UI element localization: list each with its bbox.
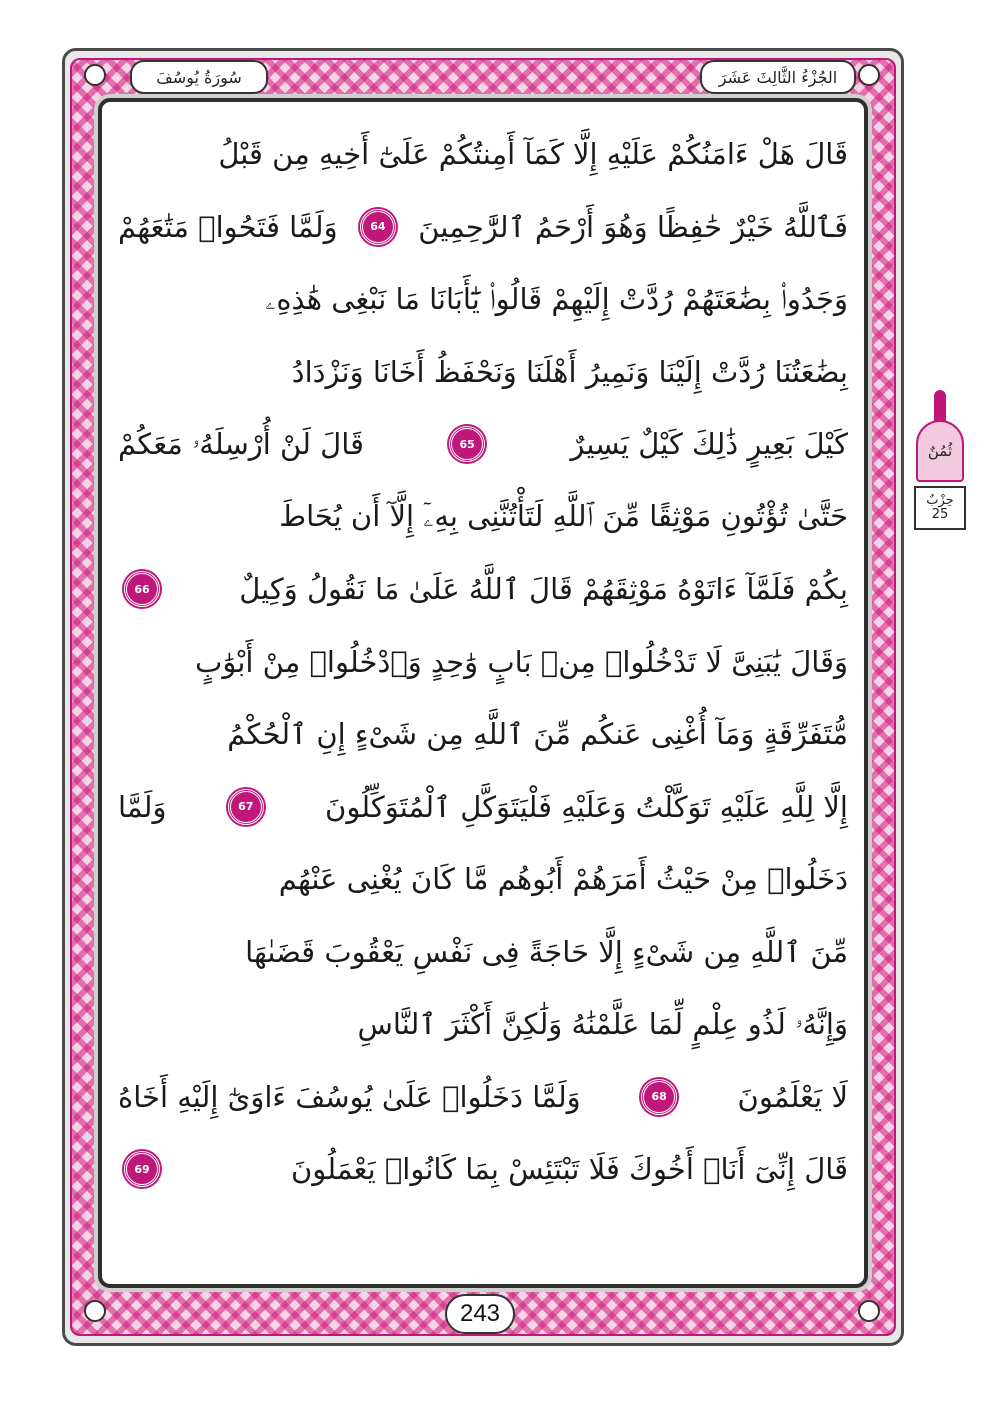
ayah-number-marker: 66 <box>124 571 160 607</box>
text-line <box>118 263 848 336</box>
verse-text: بِضَٰعَتُنَا رُدَّتْ إِلَيْنَا وَنَمِيرُ أَهْلَنَا وَنَحْفَظُ أَخَانَا وَنَزْدَادُ <box>291 354 848 389</box>
text-line <box>118 771 848 844</box>
verse-text: وَإِنَّهُۥ لَذُو عِلْمٍ لِّمَا عَلَّمْنَٰهُ وَلَٰكِنَّ أَكْثَرَ ٱلنَّاسِ <box>357 1006 848 1041</box>
quran-text <box>118 118 848 1268</box>
corner-ornament-icon <box>84 1300 106 1322</box>
verse-text: وَجَدُوا۟ بِضَٰعَتَهُمْ رُدَّتْ إِلَيْهِمْ قَالُوا۟ يَٰٓأَبَانَا مَا نَبْغِى هَٰذِهِۦ <box>265 281 848 316</box>
thumun-label: ثُمُنٌ <box>927 442 953 460</box>
text-line <box>118 988 848 1061</box>
ayah-number-marker: 65 <box>449 426 485 462</box>
verse-text: كَيْلَ بَعِيرٍ ذَٰلِكَ كَيْلٌ يَسِيرٌ <box>570 427 848 462</box>
hizb-marker <box>912 390 968 540</box>
corner-ornament-icon <box>858 1300 880 1322</box>
verse-text-continued: قَالَ لَنْ أُرْسِلَهُۥ مَعَكُمْ <box>118 426 364 461</box>
verse-text-continued: وَلَمَّا دَخَلُوا۟ عَلَىٰ يُوسُفَ ءَاوَىٰٓ إِلَيْهِ أَخَاهُ <box>118 1079 581 1114</box>
verse-text: بِكُمْ فَلَمَّآ ءَاتَوْهُ مَوْثِقَهُمْ قَالَ ٱللَّهُ عَلَىٰ مَا نَقُولُ وَكِيلٌ <box>239 572 848 607</box>
ayah-number-marker: 64 <box>360 209 396 245</box>
verse-text: مُّتَفَرِّقَةٍ وَمَآ أُغْنِى عَنكُم مِّنَ ٱللَّهِ مِن شَىْءٍ إِنِ ٱلْحُكْمُ <box>227 717 848 752</box>
text-line <box>118 916 848 989</box>
text-line <box>118 118 848 191</box>
verse-text: دَخَلُوا۟ مِنْ حَيْثُ أَمَرَهُمْ أَبُوهُم مَّا كَانَ يُغْنِى عَنْهُم <box>278 862 848 897</box>
corner-ornament-icon <box>858 64 880 86</box>
text-line <box>118 1133 848 1206</box>
spire-icon <box>934 390 946 422</box>
verse-text-continued: وَلَمَّا فَتَحُوا۟ مَتَٰعَهُمْ <box>118 209 338 244</box>
hizb-number: 25 <box>931 507 949 522</box>
verse-text: لَا يَعْلَمُونَ <box>737 1079 848 1114</box>
page-number: 243 <box>445 1294 515 1334</box>
verse-text: إِلَّا لِلَّهِ عَلَيْهِ تَوَكَّلْتُ وَعَلَيْهِ فَلْيَتَوَكَّلِ ٱلْمُتَوَكِّلُونَ <box>325 789 848 824</box>
text-line <box>118 336 848 409</box>
thumun-badge <box>916 420 964 482</box>
hizb-box <box>914 486 966 530</box>
juz-title: الجُزْءُ الثَّالِثَ عَشَرَ <box>718 67 838 87</box>
verse-text: قَالَ هَلْ ءَامَنُكُمْ عَلَيْهِ إِلَّا كَمَآ أَمِنتُكُمْ عَلَىٰٓ أَخِيهِ مِن قَبْلُ <box>218 137 848 172</box>
text-line <box>118 698 848 771</box>
verse-text-continued: وَلَمَّا <box>118 789 167 824</box>
text-line <box>118 553 848 626</box>
text-line <box>118 843 848 916</box>
verse-text: فَٱللَّهُ خَيْرٌ حَٰفِظًا وَهُوَ أَرْحَمُ ٱلرَّٰحِمِينَ <box>418 209 848 244</box>
text-line <box>118 626 848 699</box>
verse-text: مِّنَ ٱللَّهِ مِن شَىْءٍ إِلَّا حَاجَةً فِى نَفْسِ يَعْقُوبَ قَضَىٰهَا <box>245 934 848 969</box>
juz-header <box>700 60 856 94</box>
ayah-number-marker: 69 <box>124 1151 160 1187</box>
ayah-number-marker: 68 <box>641 1079 677 1115</box>
verse-text: وَقَالَ يَٰبَنِىَّ لَا تَدْخُلُوا۟ مِنۢ بَابٍ وَٰحِدٍ وَٱدْخُلُوا۟ مِنْ أَبْوَٰبٍ <box>195 644 848 679</box>
text-line <box>118 408 848 481</box>
verse-text: حَتَّىٰ تُؤْتُونِ مَوْثِقًا مِّنَ ٱللَّهِ لَتَأْتُنَّنِى بِهِۦٓ إِلَّآ أَن يُحَاطَ <box>279 499 848 534</box>
ayah-number-marker: 67 <box>228 789 264 825</box>
text-line <box>118 1061 848 1134</box>
corner-ornament-icon <box>84 64 106 86</box>
hizb-label: حِزْبٌ <box>926 492 954 508</box>
text-line <box>118 191 848 264</box>
verse-text: قَالَ إِنِّىٓ أَنَا۠ أَخُوكَ فَلَا تَبْتَئِسْ بِمَا كَانُوا۟ يَعْمَلُونَ <box>290 1152 848 1187</box>
surah-title: سُورَةُ يُوسُفَ <box>156 67 242 87</box>
surah-header <box>130 60 268 94</box>
text-line <box>118 481 848 554</box>
